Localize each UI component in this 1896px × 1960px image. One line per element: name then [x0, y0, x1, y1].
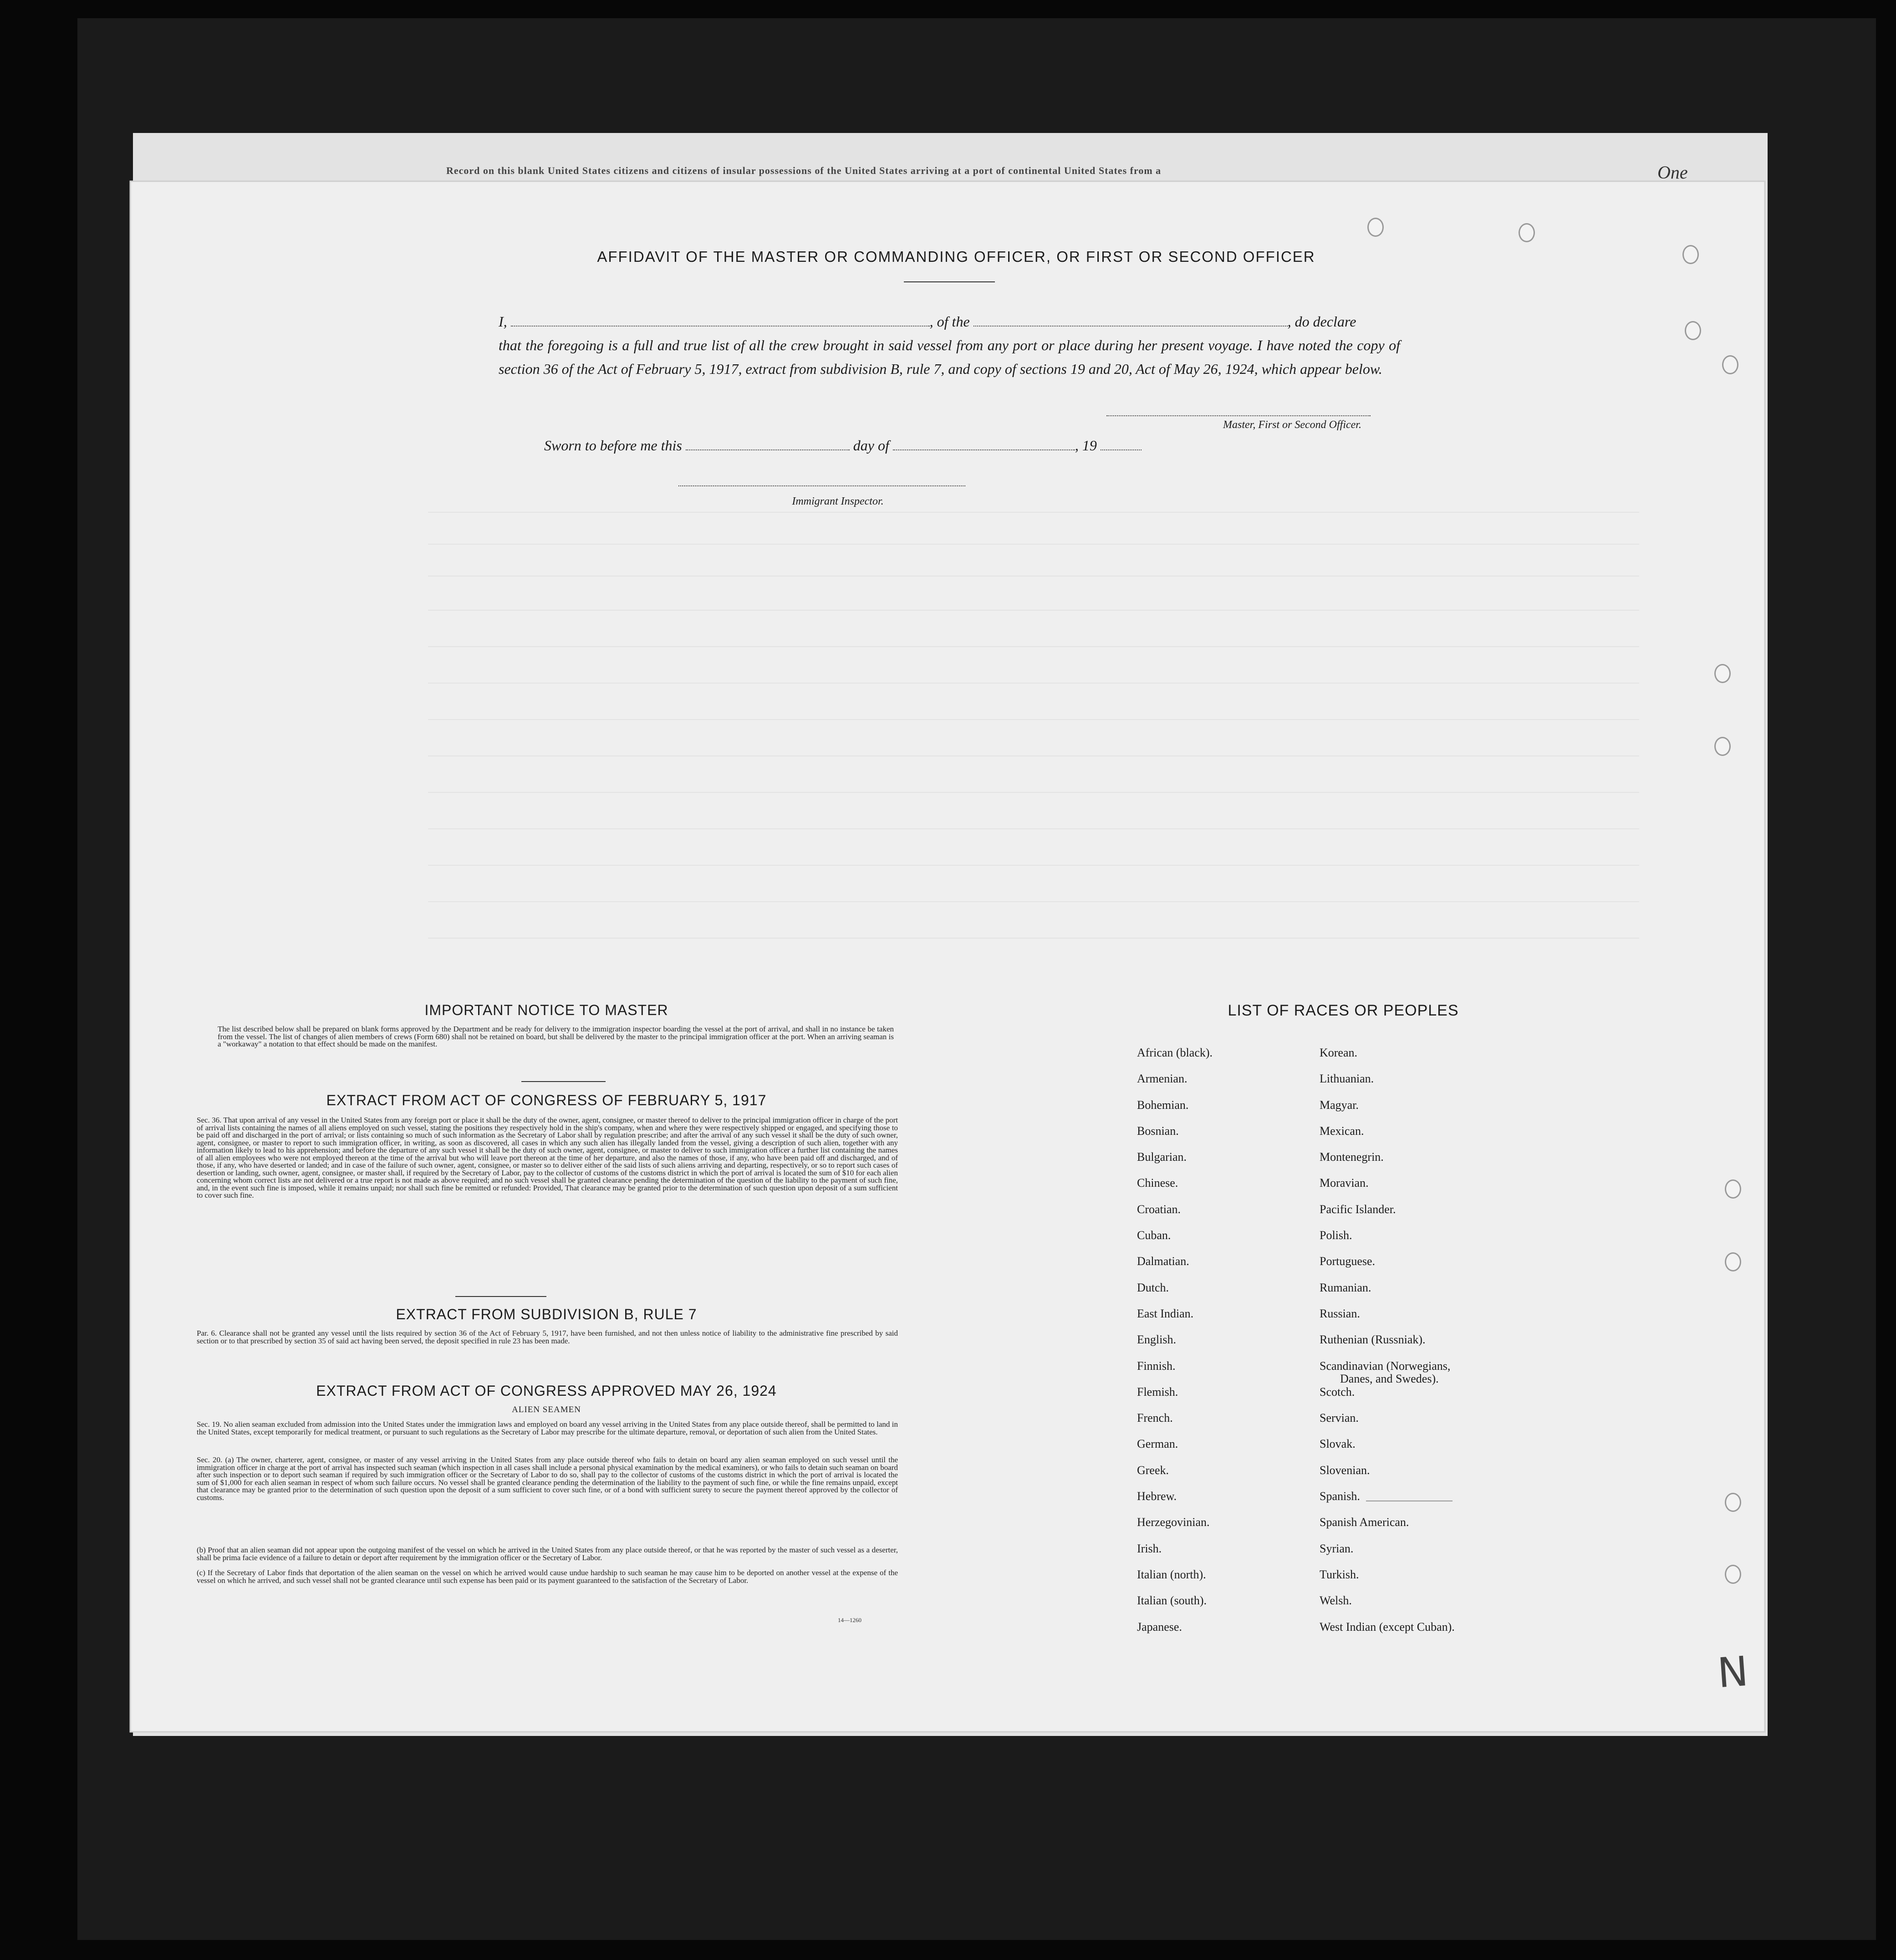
extract-1924-sec20a: Sec. 20. (a) The owner, charterer, agent, consignee, or master of any vessel arriving in the United States from any place outside thereof who fails to detain on board any alien seaman employed on such vessel until the immigration officer in charge at the port of arrival has inspected such seaman (which inspection in all cases shall include a personal physical examination by the medical examiners), or who fails to detain such seaman on board after such inspection or to deport such seaman if required by such immigration officer or the Secretary of Labor to do so, shall pay to the collector of customs of the customs district in which the port of arrival is located the sum of $1,000 for each alien seaman in respect of whom such failure occurs. No vessel shall be granted clearance pending the determination of the liability to the payment of such fine, or while the fine remains unpaid, except that clearance may be granted prior to the determination of such question upon the deposit of a sum sufficient to cover such fine, or of a bond with sufficient surety to secure the payment thereof approved by the collector of customs.	[197, 1455, 898, 1502]
race-item: Flemish.	[1137, 1385, 1178, 1399]
punch-hole	[1519, 223, 1535, 242]
race-item: Slovenian.	[1320, 1463, 1370, 1477]
race-item: Rumanian.	[1320, 1281, 1371, 1294]
race-item: English.	[1137, 1333, 1176, 1347]
race-item: Montenegrin.	[1320, 1150, 1384, 1164]
punch-hole	[1714, 664, 1731, 683]
race-item: Bohemian.	[1137, 1098, 1189, 1112]
sworn-day-blank	[686, 439, 850, 450]
affidavit-divider	[904, 281, 995, 282]
race-item: French.	[1137, 1411, 1173, 1425]
form-number: 14—1260	[838, 1617, 861, 1623]
extract-1924-sec20c: (c) If the Secretary of Labor finds that deportation of the alien seaman on the vessel on which he arrived would cause undue hardship to such seaman he may cause him to be deported on another vessel at the expense of the vessel on which he arrived, and such vessel shall not be granted clearance until such expense has been paid or its payment guaranteed to the satisfaction of the Secretary of Labor.	[197, 1568, 898, 1585]
race-item: Italian (south).	[1137, 1594, 1207, 1608]
affidavit-text: that the foregoing is a full and true list of all the crew brought in said vessel from any port or place during her present voyage. I have noted the copy of section 36 of the Act of February 5, 1917, extract from subdivision B, rule 7, and copy of sections 19 and 20, Act of May 26, 1924, which appear below.	[499, 337, 1400, 377]
punch-hole	[1725, 1565, 1741, 1584]
signature-line	[1106, 415, 1371, 416]
race-item: Japanese.	[1137, 1620, 1182, 1633]
sworn-year-blank	[1101, 439, 1142, 450]
notice-title: IMPORTANT NOTICE TO MASTER	[424, 1002, 668, 1018]
extract-1917-title: EXTRACT FROM ACT OF CONGRESS OF FEBRUARY 5, 1917	[326, 1092, 767, 1108]
race-item: Spanish American.	[1320, 1516, 1409, 1529]
extract-1924-subtitle: ALIEN SEAMEN	[512, 1405, 581, 1414]
races-title: LIST OF RACES OR PEOPLES	[1228, 1002, 1459, 1019]
punch-hole	[1725, 1179, 1741, 1199]
race-item: Ruthenian (Russniak).	[1320, 1333, 1426, 1347]
race-item: Greek.	[1137, 1463, 1169, 1477]
race-item: Bulgarian.	[1137, 1150, 1187, 1164]
punch-hole	[1725, 1493, 1741, 1512]
races-right-column	[1320, 1046, 1511, 1647]
affidavit-first-line: I, , of the , do declare	[499, 313, 1356, 330]
race-item: Pacific Islander.	[1320, 1202, 1396, 1216]
name-blank	[511, 315, 930, 327]
race-item: African (black).	[1137, 1046, 1213, 1059]
signature-caption: Master, First or Second Officer.	[1223, 419, 1361, 431]
race-item: Herzegovinian.	[1137, 1516, 1210, 1529]
extract-1917-text: Sec. 36. That upon arrival of any vessel in the United States from any foreign port or place it shall be the duty of the owner, agent, consignee, or master thereof to deliver to the principal immigration officer in charge of the port of arrival lists containing the names of all aliens employed on such vessel, stating the positions they respectively hold in the ship's company, when and where they were respectively shipped or engaged, and specifying those to be paid off and discharged in the port of arrival; or lists containing so much of such information as the Secretary of Labor shall by regulation prescribe; and after the arrival of any such vessel it shall be the duty of such owner, agent, consignee, or master to report to such immigration officer, in writing, as soon as discovered, all cases in which any such alien has illegally landed from the vessel, giving a description of such alien, together with any information likely to lead to his apprehension; and before the departure of any such vessel it shall be the duty of such owner, agent, consignee, or master to deliver to such immigration officer a further list containing the names of all alien employees who were not employed thereon at the time of the arrival but who will leave port thereon at the time of her departure, and also the names of those, if any, who have been paid off and discharged, and of those, if any, who have deserted or landed; and in case of the failure of such owner, agent, consignee, or master so to deliver either of the said lists of such aliens arriving and departing, respectively, or so to report such cases of desertion or landing, such owner, agent, consignee, or master shall, if required by the Secretary of Labor, pay to the collector of customs of the customs district in which the port of arrival is located the sum of $10 for each alien concerning whom correct lists are not delivered or a true report is not made as above required; and no such vessel shall be granted clearance pending the determination of the question of the liability to the payment of such fine, and, in the event such fine is imposed, while it remains unpaid; nor shall such fine be remitted or refunded: Provided, That clearance may be granted prior to the determination of such question upon deposit of a sum sufficient to cover such fine.	[197, 1116, 898, 1199]
corner-pencil-mark: One	[1657, 162, 1688, 183]
race-item: Armenian.	[1137, 1072, 1188, 1086]
inspector-line	[678, 485, 965, 486]
race-item: Italian (north).	[1137, 1567, 1206, 1581]
race-item: Turkish.	[1320, 1567, 1359, 1581]
extract-1924-sec20b: (b) Proof that an alien seaman did not appear upon the outgoing manifest of the vessel on which he arrived in the United States from any place outside thereof, or that he was reported by the master of such vessel as a deserter, shall be prima facie evidence of a failure to detain or deport after requirement by the immigration officer or the Secretary of Labor.	[197, 1546, 898, 1562]
race-item: Scotch.	[1320, 1385, 1355, 1399]
race-item: Welsh.	[1320, 1594, 1352, 1608]
punch-hole	[1685, 321, 1701, 340]
notice-divider	[521, 1081, 606, 1082]
race-item: East Indian.	[1137, 1307, 1194, 1320]
punch-hole	[1725, 1252, 1741, 1271]
race-item: Hebrew.	[1137, 1490, 1177, 1503]
race-item: Cuban.	[1137, 1229, 1171, 1242]
extract-1924-sec19: Sec. 19. No alien seaman excluded from admission into the United States under the immigration laws and employed on board any vessel arriving in the United States from any place outside thereof, shall be permitted to land in the United States, except temporarily for medical treatment, or pursuant to such regulations as the Secretary of Labor may prescribe for the ultimate departure, removal, or deportation of such alien from the United States.	[197, 1420, 898, 1436]
vessel-blank	[973, 315, 1288, 327]
extract-1917-divider	[455, 1296, 546, 1297]
affidavit-body	[499, 310, 1400, 381]
race-item: Mexican.	[1320, 1124, 1364, 1138]
inspector-caption: Immigrant Inspector.	[792, 495, 884, 507]
race-item: West Indian (except Cuban).	[1320, 1620, 1455, 1633]
race-item: Moravian.	[1320, 1176, 1369, 1190]
race-item: Servian.	[1320, 1411, 1359, 1425]
race-item: Finnish.	[1137, 1359, 1176, 1373]
extract-rule7-text: Par. 6. Clearance shall not be granted any vessel until the lists required by section 36 of the Act of February 5, 1917, have been furnished, and not then unless notice of liability to the administrative fine prescribed by said section or to that prescribed by section 35 of said act having been served, the deposit specified in rule 23 has been made.	[197, 1329, 898, 1345]
affidavit-title: AFFIDAVIT OF THE MASTER OR COMMANDING OFFICER, OR FIRST OR SECOND OFFICER	[597, 248, 1315, 265]
punch-hole	[1722, 355, 1738, 374]
race-item: Magyar.	[1320, 1098, 1359, 1112]
header-text: Record on this blank United States citizens and citizens of insular possessions of the United States arriving at a port of continental United States from a	[446, 165, 1162, 176]
race-item-continuation: Danes, and Swedes).	[1340, 1372, 1439, 1385]
sworn-line: Sworn to before me this day of , 19	[544, 437, 1142, 454]
race-item: German.	[1137, 1437, 1178, 1451]
extract-1924-title: EXTRACT FROM ACT OF CONGRESS APPROVED MAY 26, 1924	[316, 1383, 777, 1399]
race-item: Irish.	[1137, 1541, 1162, 1555]
race-item: Croatian.	[1137, 1202, 1181, 1216]
race-item: Spanish.	[1320, 1490, 1360, 1503]
race-item: Korean.	[1320, 1046, 1358, 1059]
punch-hole	[1714, 737, 1731, 756]
notice-text: The list described below shall be prepared on blank forms approved by the Department and be ready for delivery to the immigration inspector boarding the vessel at the port of arrival, and shall in no instance be taken from the vessel. The list of changes of alien members of crews (Form 680) shall not be retained on board, but shall be delivered by the master to the principal immigration officer at the port. When an arriving seaman is a "workaway" a notation to that effect should be made on the manifest.	[218, 1025, 894, 1048]
race-item: Lithuanian.	[1320, 1072, 1374, 1086]
race-item: Scandinavian (Norwegians, Danes, and Swedes).	[1320, 1360, 1511, 1386]
race-item: Portuguese.	[1320, 1255, 1376, 1268]
race-item: Dutch.	[1137, 1281, 1169, 1294]
race-item: Bosnian.	[1137, 1124, 1179, 1138]
race-item: Russian.	[1320, 1307, 1360, 1320]
race-item: Syrian.	[1320, 1541, 1354, 1555]
extract-rule7-title: EXTRACT FROM SUBDIVISION B, RULE 7	[396, 1306, 697, 1322]
punch-hole	[1682, 245, 1699, 264]
race-item: Slovak.	[1320, 1437, 1356, 1451]
punch-hole	[1367, 218, 1384, 237]
margin-pencil-mark: N	[1716, 1647, 1750, 1698]
race-item: Polish.	[1320, 1229, 1352, 1242]
sworn-month-blank	[893, 439, 1075, 450]
race-item: Chinese.	[1137, 1176, 1178, 1190]
races-left-column	[1137, 1046, 1213, 1647]
race-item: Dalmatian.	[1137, 1255, 1189, 1268]
